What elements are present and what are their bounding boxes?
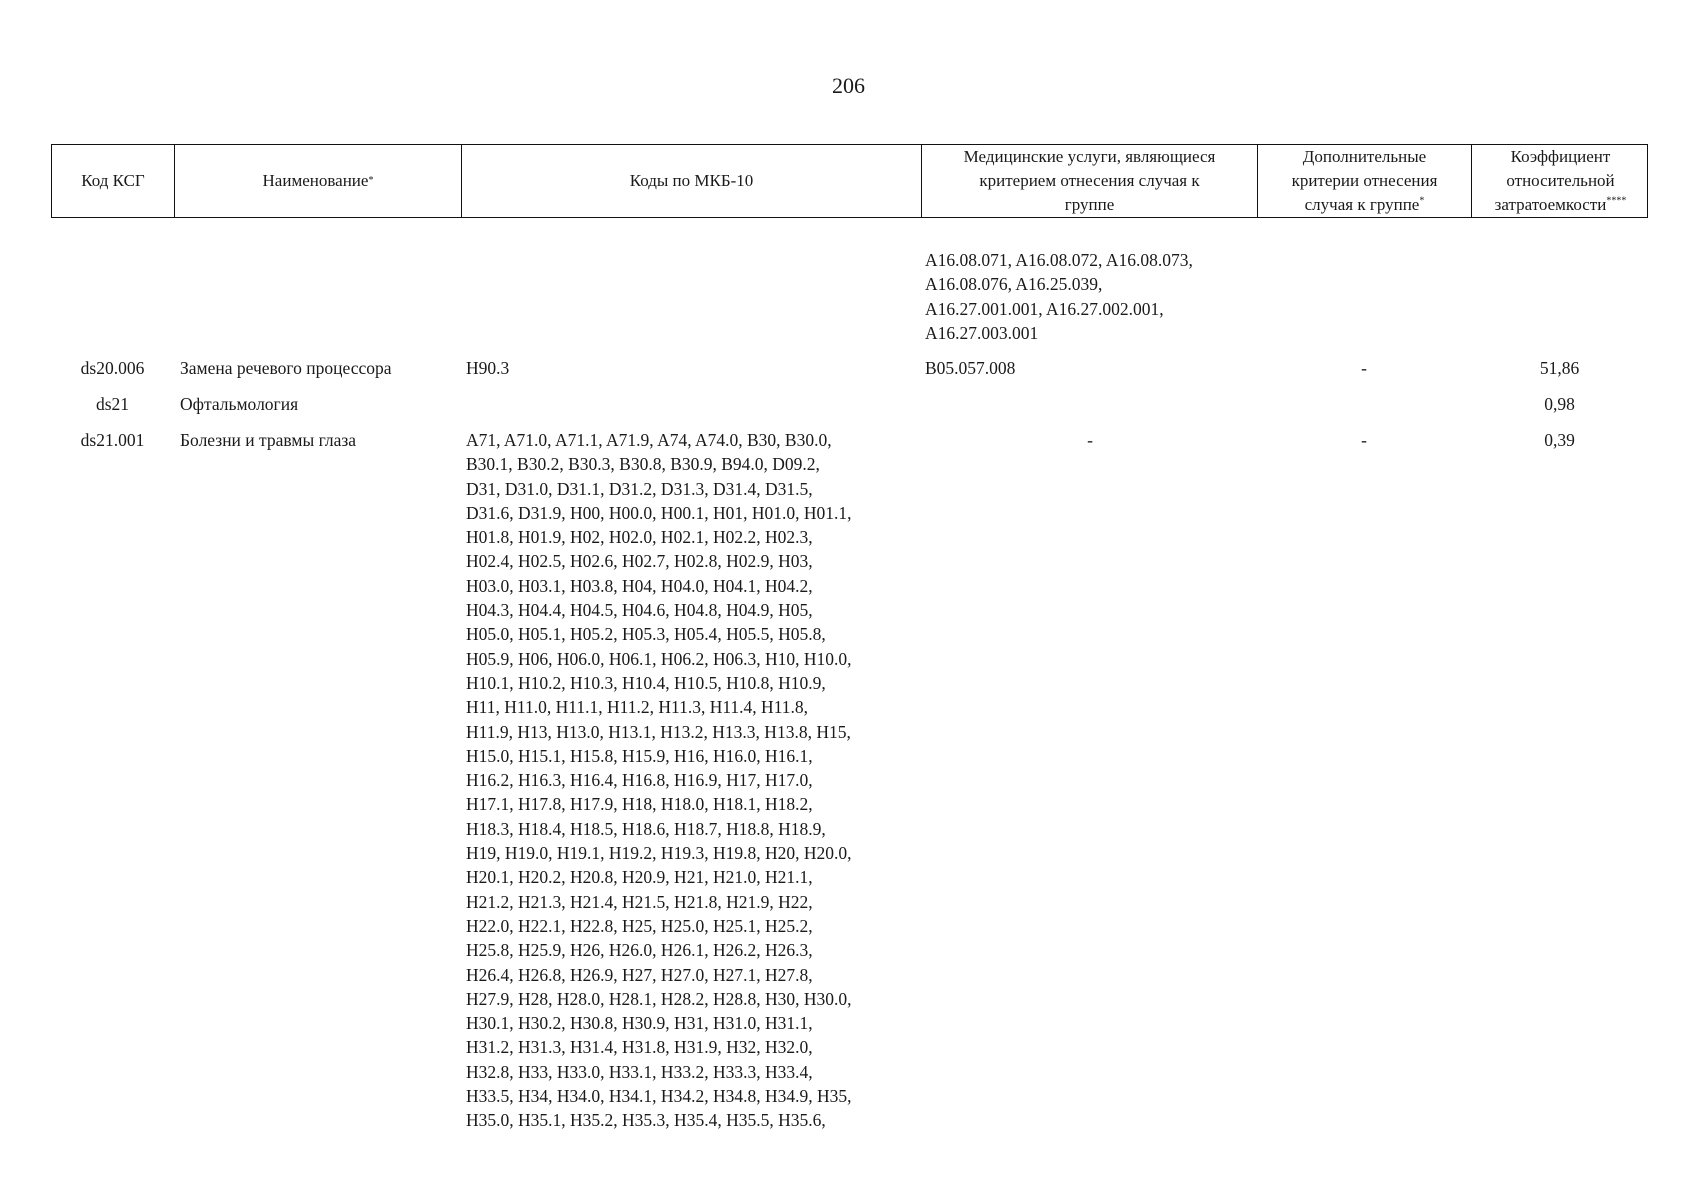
header-coefficient-footnote-mark: **** [1606, 195, 1627, 207]
header-coefficient-text: Коэффициент относительной затратоемкости [1494, 147, 1615, 214]
header-icd-label: Коды по МКБ-10 [629, 171, 754, 190]
row-coefficient: 0,39 [1544, 430, 1575, 450]
row-additional-criteria: - [1361, 430, 1367, 450]
header-code-label: Код КСГ [81, 171, 145, 190]
row-coefficient: 0,98 [1544, 394, 1575, 414]
row-name: Замена речевого процессора [180, 358, 392, 378]
header-coefficient [1472, 145, 1649, 217]
row-icd-codes: H90.3 [466, 358, 510, 378]
row-icd-codes: A71, A71.0, A71.1, A71.9, A74, A74.0, B30, B30.0, B30.1, B30.2, B30.3, B30.8, B30.9, B94.0, D09.2, D31, D31.0, D31.1, D31.2, D31.3, D31.4, D31.5, D31.6, D31.9, H00, H00.0, H00.1, H01, H01.0, H01.1, H01.8, H01.9, H02, H02.0, H02.1, H02.2, H02.3, H02.4, H02.5, H02.6, H02.7, H02.8, H02.9, H03, H03.0, H03.1, H03.8, H04, H04.0, H04.1, H04.2, H04.3, H04.4, H04.5, H04.6, H04.8, H04.9, H05, H05.0, H05.1, H05.2, H05.3, H05.4, H05.5, H05.8, H05.9, H06, H06.0, H06.1, H06.2, H06.3, H10, H10.0, H10.1, H10.2, H10.3, H10.4, H10.5, H10.8, H10.9, H11, H11.0, H11.1, H11.2, H11.3, H11.4, H11.8, H11.9, H13, H13.0, H13.1, H13.2, H13.3, H13.8, H15, H15.0, H15.1, H15.8, H15.9, H16, H16.0, H16.1, H16.2, H16.3, H16.4, H16.8, H16.9, H17, H17.0, H17.1, H17.8, H17.9, H18, H18.0, H18.1, H18.2, H18.3, H18.4, H18.5, H18.6, H18.7, H18.8, H18.9, H19, H19.0, H19.1, H19.2, H19.3, H19.8, H20, H20.0, H20.1, H20.2, H20.8, H20.9, H21, H21.0, H21.1, H21.2, H21.3, H21.4, H21.5, H21.8, H21.9, H22, H22.0, H22.1, H22.8, H25, H25.0, H25.1, H25.2, H25.8, H25.9, H26, H26.0, H26.1, H26.2, H26.3, H26.4, H26.8, H26.9, H27, H27.0, H27.1, H27.8, H27.9, H28, H28.0, H28.1, H28.2, H28.8, H30, H30.0, H30.1, H30.2, H30.8, H30.9, H31, H31.0, H31.1, H31.2, H31.3, H31.4, H31.8, H31.9, H32, H32.0, H32.8, H33, H33.0, H33.1, H33.2, H33.3, H33.4, H33.5, H34, H34.0, H34.1, H34.2, H34.8, H34.9, H35, H35.0, H35.1, H35.2, H35.3, H35.4, H35.5, H35.6, [466, 430, 852, 1131]
row-code: ds20.006 [80, 358, 145, 378]
header-additional-label [1274, 145, 1455, 217]
row-name: Болезни и травмы глаза [180, 430, 357, 450]
row-code: ds21 [95, 394, 130, 414]
header-additional-text: Дополнительные критерии отнесения случая к группе [1291, 147, 1438, 214]
header-name: Наименование * [175, 145, 462, 217]
row-services: - [1087, 430, 1093, 450]
header-additional-footnote-mark: * [1419, 195, 1425, 207]
header-name-label: Наименование [262, 171, 369, 190]
header-code [52, 145, 175, 217]
header-coefficient-label [1484, 145, 1637, 217]
header-services-label: Медицинские услуги, являющиеся критерием отнесения случая к группе [963, 147, 1216, 214]
header-icd [462, 145, 922, 217]
row-services: B05.057.008 [925, 358, 1016, 378]
row-additional-criteria: - [1361, 358, 1367, 378]
table-header [51, 144, 1648, 218]
header-additional [1258, 145, 1472, 217]
continued-services-cell: A16.08.071, A16.08.072, A16.08.073, A16.08.076, A16.25.039, A16.27.001.001, A16.27.002.001, A16.27.003.001 [925, 250, 1193, 343]
page-number: 206 [832, 73, 865, 98]
row-code: ds21.001 [80, 430, 145, 450]
row-name: Офтальмология [180, 394, 299, 414]
row-coefficient: 51,86 [1539, 358, 1580, 378]
header-services [922, 145, 1258, 217]
